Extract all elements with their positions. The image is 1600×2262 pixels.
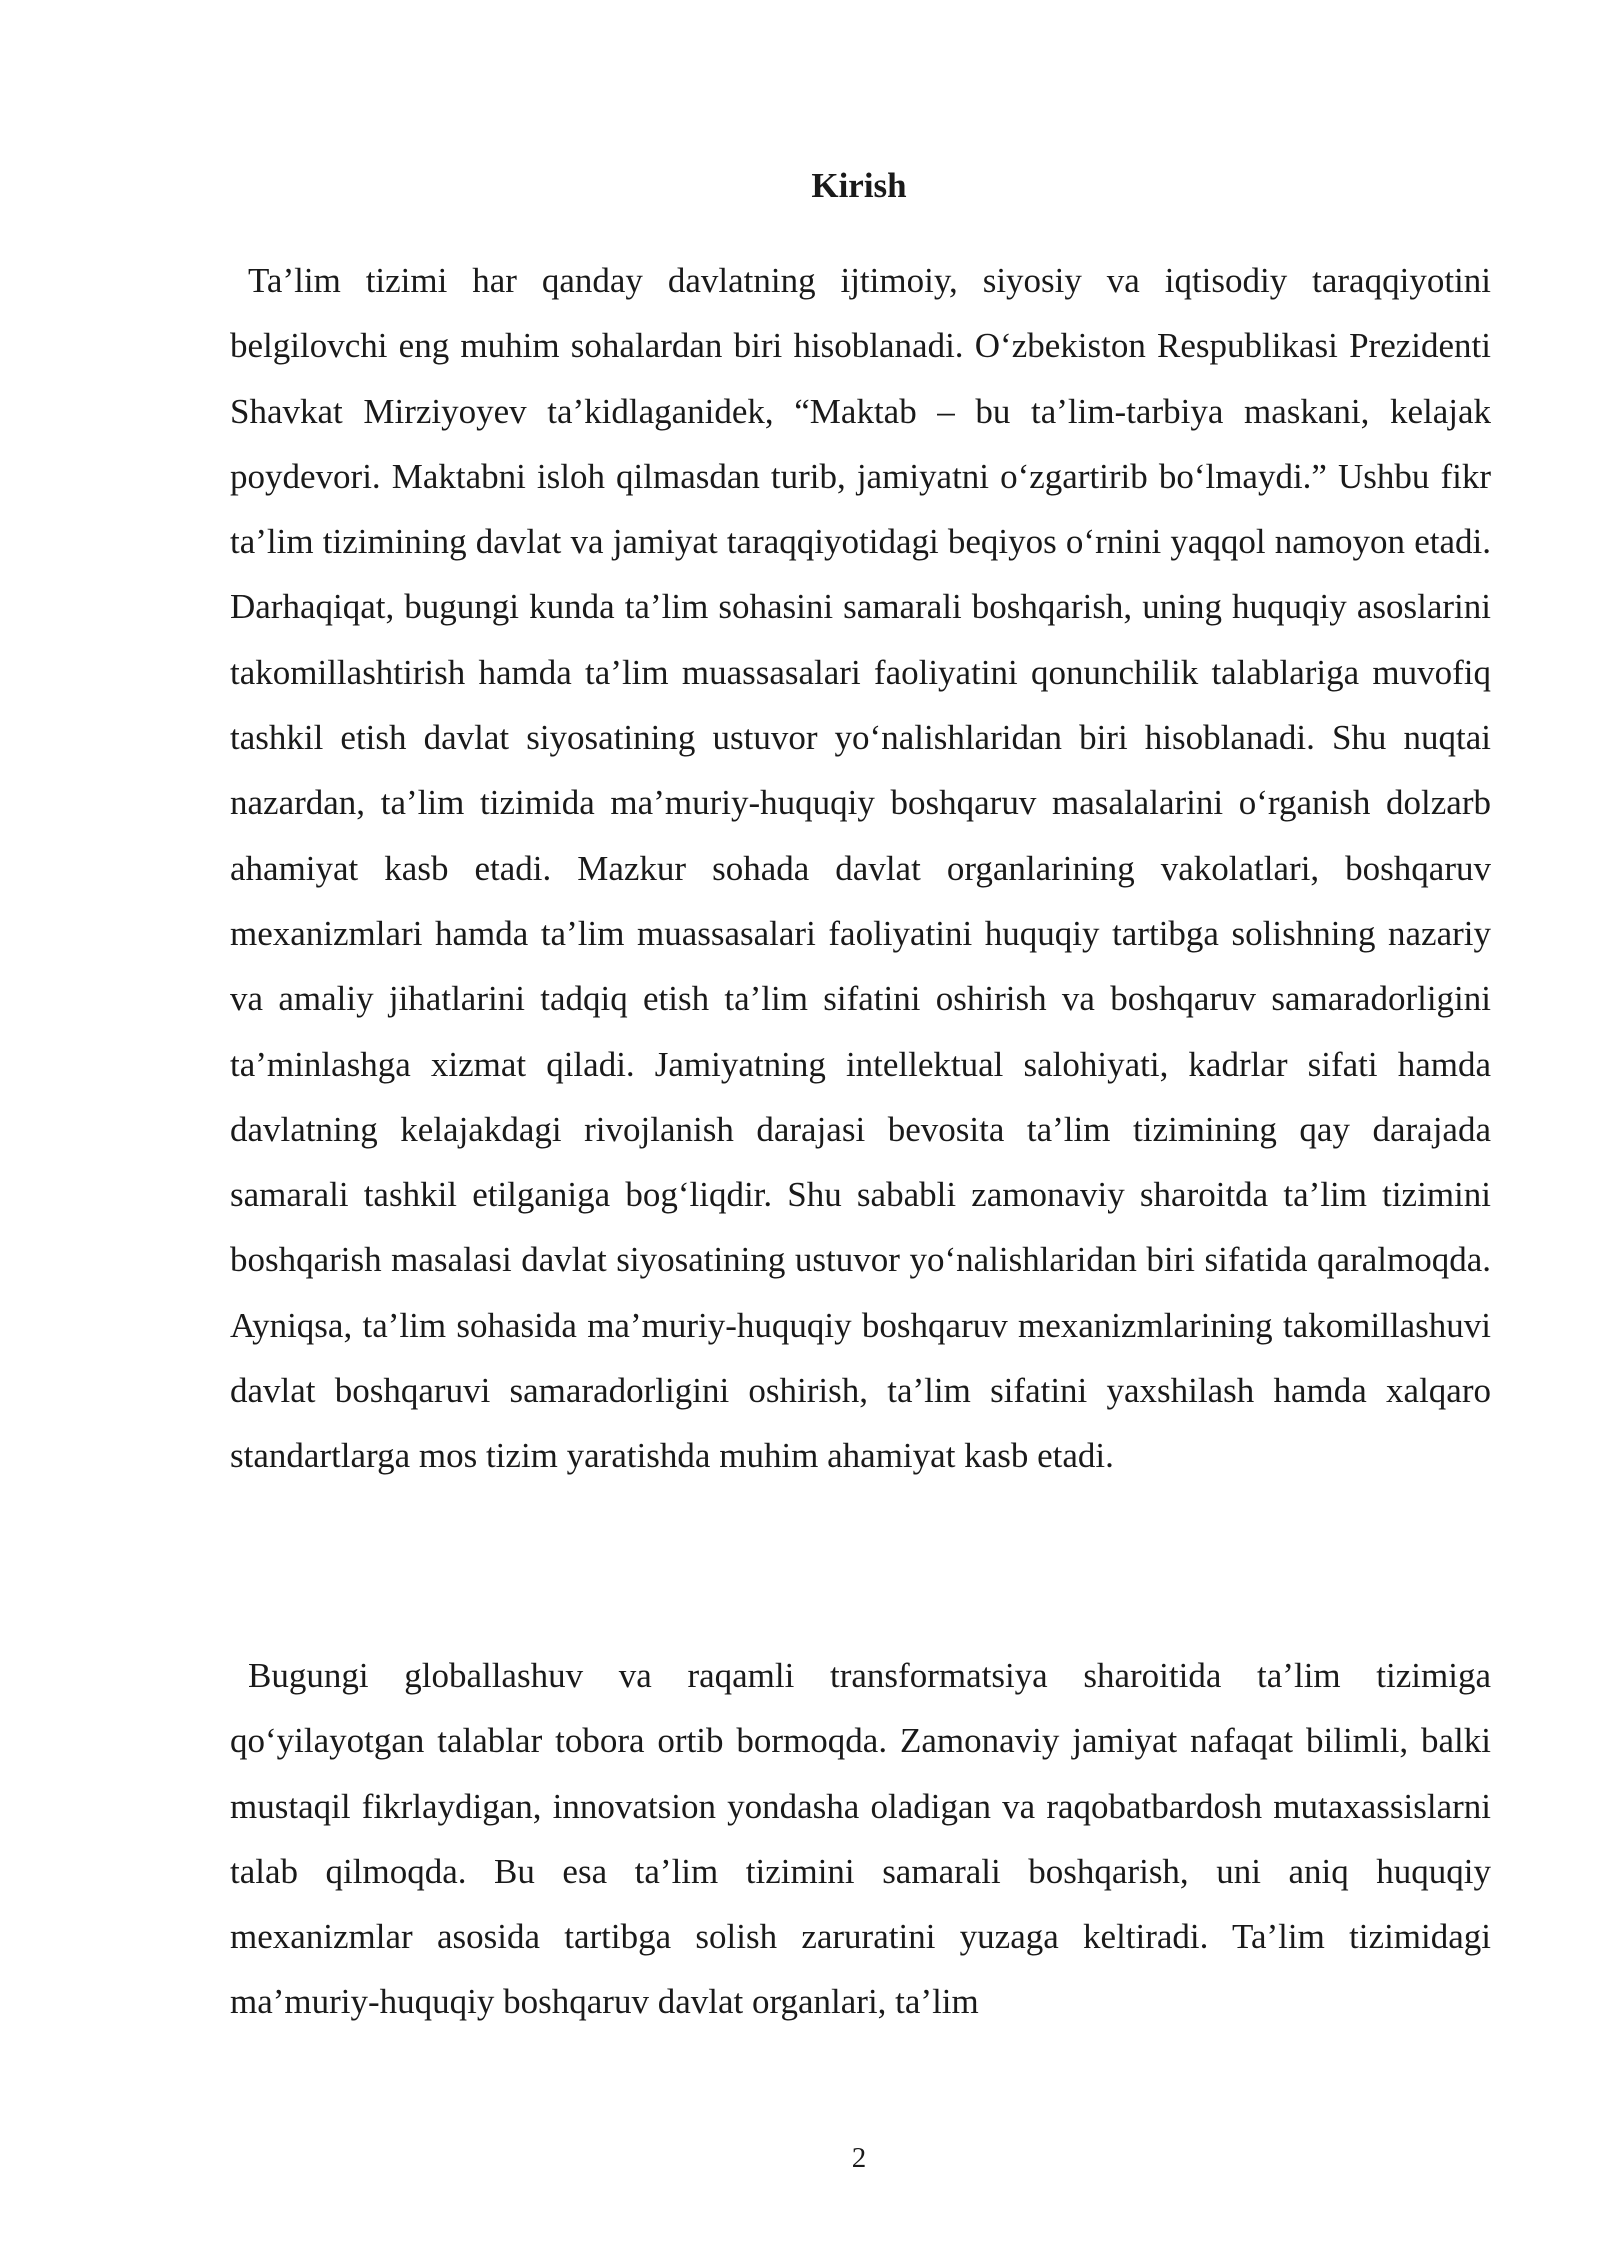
body-paragraph: Bugungi globallashuv va raqamli transformatsiya sharoitida ta’lim tizimiga qo‘yilayotgan talablar tobora ortib bormoqda. Zamonaviy jamiyat nafaqat bilimli, balki mustaqil fikrlaydigan, innovatsion yondasha oladigan va raqobatbardosh mutaxassislarni talab qilmoqda. Bu esa ta’lim tizimini samarali boshqarish, uni aniq huquqiy mexanizmlar asosida tartibga solish zaruratini yuzaga keltiradi. Ta’lim tizimidagi ma’muriy-huquqiy boshqaruv davlat organlari, ta’lim bbox=[230, 1656, 1491, 2022]
page-number: 2 bbox=[851, 2142, 867, 2174]
body-paragraph: Ta’lim tizimi har qanday davlatning ijtimoiy, siyosiy va iqtisodiy taraqqiyotini belgilovchi eng muhim sohalardan biri hisoblanadi. O‘zbekiston Respublikasi Prezidenti Shavkat Mirziyoyev ta’kidlaganidek, “Maktab – bu ta’lim-tarbiya maskani, kelajak poydevori. Maktabni isloh qilmasdan turib, jamiyatni o‘zgartirib bo‘lmaydi.” Ushbu fikr ta’lim tizimining davlat va jamiyat taraqqiyotidagi beqiyos o‘rnini yaqqol namoyon etadi. Darhaqiqat, bugungi kunda ta’lim sohasini samarali boshqarish, uning huquqiy asoslarini takomillashtirish hamda ta’lim muassasalari faoliyatini qonunchilik talablariga muvofiq tashkil etish davlat siyosatining ustuvor yo‘nalishlaridan biri hisoblanadi. Shu nuqtai nazardan, ta’lim tizimida ma’muriy-huquqiy boshqaruv masalalarini o‘rganish dolzarb ahamiyat kasb etadi. Mazkur sohada davlat organlarining vakolatlari, boshqaruv mexanizmlari hamda ta’lim muassasalari faoliyatini huquqiy tartibga solishning nazariy va amaliy jihatlarini tadqiq etish ta’lim sifatini oshirish va boshqaruv samaradorligini ta’minlashga xizmat qiladi. Jamiyatning intellektual salohiyati, kadrlar sifati hamda davlatning kelajakdagi rivojlanish darajasi bevosita ta’lim tizimining qay darajada samarali tashkil etilganiga bog‘liqdir. Shu sababli zamonaviy sharoitda ta’lim tizimini boshqarish masalasi davlat siyosatining ustuvor yo‘nalishlaridan biri sifatida qaralmoqda. Ayniqsa, ta’lim sohasida ma’muriy-huquqiy boshqaruv mexanizmlarining takomillashuvi davlat boshqaruvi samaradorligini oshirish, ta’lim sifatini yaxshilash hamda xalqaro standartlarga mos tizim yaratishda muhim ahamiyat kasb etadi. bbox=[230, 261, 1491, 1476]
section-title: Kirish bbox=[811, 166, 907, 205]
